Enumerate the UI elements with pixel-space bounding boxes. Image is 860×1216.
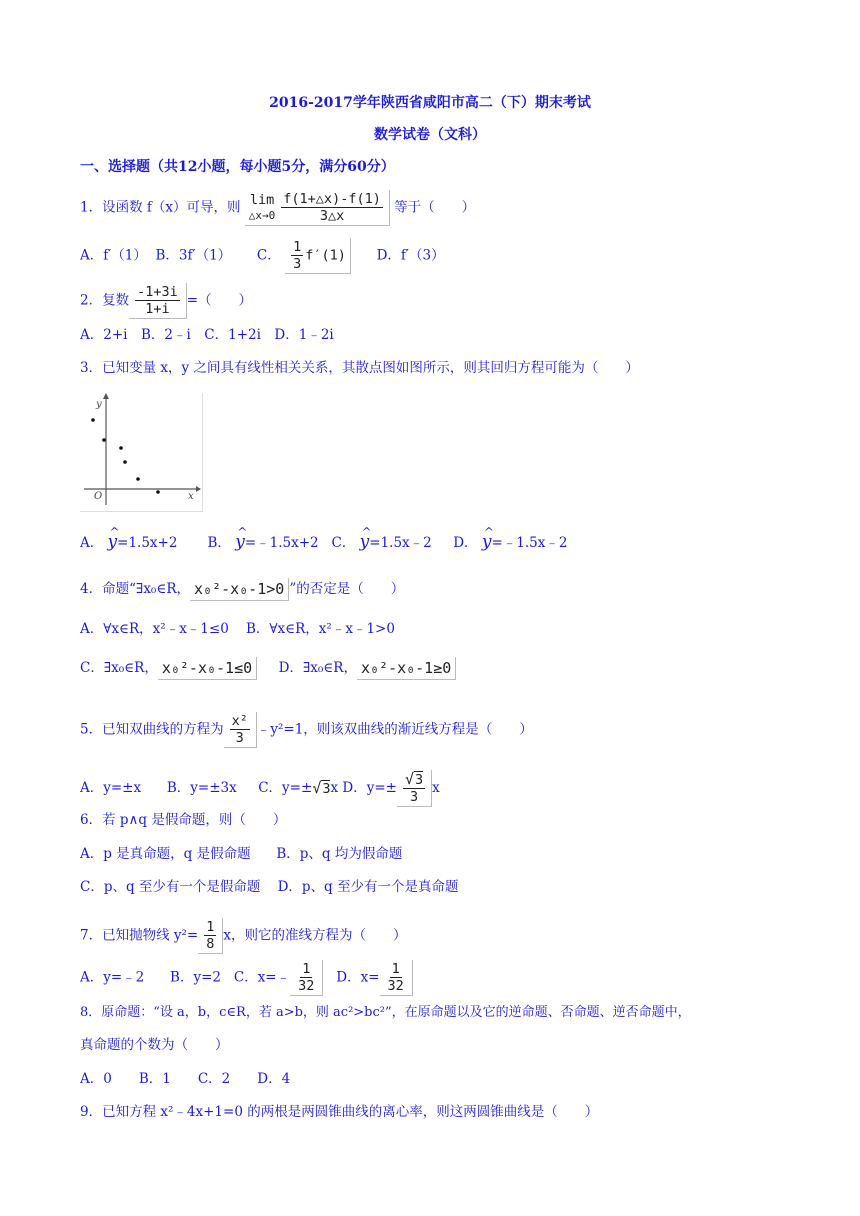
q7-denominator: 8 (206, 936, 215, 952)
q7-option-c-fraction (290, 960, 323, 996)
x-axis-arrow (196, 486, 201, 492)
q1-options (80, 238, 445, 274)
q6-options-cd (80, 877, 458, 897)
x-axis-label: x (188, 491, 194, 502)
q6-option-a: A．p 是真命题，q 是假命题 (80, 846, 251, 862)
scatter-point (102, 438, 106, 442)
q3-option-c: =1.5x﹣2 (369, 535, 432, 551)
q7-stem-pre: 7．已知抛物线 y²= (80, 927, 199, 944)
q2-stem-post: =（ ） (186, 292, 253, 309)
q7-option-d-den: 32 (387, 978, 404, 994)
q4-stem-post: ”的否定是（ ） (289, 581, 405, 597)
q5-option-d-den: 3 (410, 789, 419, 805)
q7-option-d-fraction (380, 960, 413, 996)
q2-options: A．2+i B．2﹣i C．1+2i D．1﹣2i (80, 327, 334, 343)
y-axis-arrow (103, 393, 109, 399)
q4-stem-pre: 4．命题“∃x₀∈R， (80, 581, 190, 597)
page-subtitle: 数学试卷（文科） (374, 127, 486, 143)
q2-fraction (129, 283, 187, 319)
q1-option-c-label: C． (256, 247, 281, 264)
scatter-plot (80, 393, 203, 512)
q6-options-ab (80, 844, 402, 864)
q1-denominator: 3△x (319, 208, 345, 224)
q5-denominator: 3 (235, 730, 244, 746)
scatter-point (136, 477, 140, 481)
q1-option-c-post: f′(1) (305, 247, 346, 264)
q4-option-d-pre: D．∃x₀∈R， (278, 660, 357, 676)
q2-stem-pre: 2．复数 (80, 292, 130, 309)
q6-option-d: D．p、q 至少有一个是真命题 (277, 879, 459, 895)
q4-option-c-expr: x₀²-x₀-1≤0 (158, 657, 257, 680)
q1-stem-post: 等于（ ） (394, 199, 476, 216)
y-axis-label: y (96, 399, 102, 410)
q4-options-ab (80, 619, 395, 639)
q7-option-d-num: 1 (391, 961, 400, 977)
q5-option-c-post: x (330, 780, 339, 796)
q1-option-c-num: 1 (293, 239, 302, 255)
q5-option-a: A．y=±x (80, 780, 142, 796)
q8-options: A．0 B．1 C．2 D．4 (80, 1071, 291, 1087)
q3-option-b: =﹣1.5x+2 (244, 535, 319, 551)
scatter-point (119, 446, 123, 450)
q5-option-d-post: x (432, 780, 440, 796)
q4-option-d-expr: x₀²-x₀-1≥0 (357, 657, 456, 680)
q4-options-cd (80, 657, 456, 680)
q3-option-a: =1.5x+2 (117, 535, 178, 551)
question-7 (80, 918, 407, 954)
q5-option-c-sqrt (312, 778, 330, 799)
q2-numerator: -1+3i (137, 284, 178, 300)
q3-option-a-label: A． (80, 535, 104, 551)
q7-option-b: B．y=2 (170, 969, 221, 986)
q5-option-b: B．y=±3x (166, 780, 237, 796)
q3-option-c-label: C． (331, 535, 356, 551)
q1-lim-sub: △x→0 (248, 208, 276, 222)
scatter-point (91, 418, 95, 422)
q5-option-c-pre: C．y=± (258, 780, 313, 796)
q1-option-c-den: 3 (293, 256, 302, 272)
q3-options (80, 532, 567, 553)
q7-option-c-den: 32 (298, 978, 315, 994)
q5-fraction (224, 712, 257, 748)
q5-option-d-fraction (397, 770, 432, 807)
question-8-line-1: 8．原命题：“设 a，b，c∈R，若 a>b，则 ac²>bc²”，在原命题以及它的逆命题、否命题、逆否命题中， (80, 1005, 691, 1020)
q1-limit-expression (245, 190, 390, 226)
question-3: 3．已知变量 x，y 之间具有线性相关关系，其散点图如图所示，则其回归方程可能为（ ） (80, 360, 639, 376)
scatter-plot-svg (80, 393, 202, 511)
q7-numerator: 1 (206, 919, 215, 935)
q7-fraction (198, 918, 223, 954)
sqrt-sign-icon: √ (312, 779, 322, 797)
q1-option-d: D．f′（3） (376, 247, 445, 264)
scatter-point (156, 490, 160, 494)
q4-option-a: A．∀x∈R，x²﹣x﹣1≤0 (80, 621, 229, 637)
q5-stem-pre: 5．已知双曲线的方程为 (80, 721, 224, 738)
scatter-point (123, 460, 127, 464)
question-9: 9．已知方程 x²﹣4x+1=0 的两根是两圆锥曲线的离心率，则这两圆锥曲线是（ ） (80, 1104, 599, 1120)
q5-option-c-radicand: 3 (322, 781, 331, 797)
q5-numerator: x² (231, 713, 248, 729)
q4-option-b: B．∀x∈R，x²﹣x﹣1>0 (245, 621, 395, 637)
q7-option-a: A．y=﹣2 (80, 969, 145, 986)
q2-denominator: 1+i (145, 301, 170, 317)
q1-lim: lim (249, 191, 275, 208)
q3-option-d-label: D． (453, 535, 478, 551)
q3-option-a-yhat: ^ y (108, 532, 118, 552)
q1-stem-pre: 1．设函数 f（x）可导，则 (80, 199, 241, 216)
question-6: 6．若 p∧q 是假命题，则（ ） (80, 812, 287, 828)
q1-option-b: B．3f′（1） (155, 247, 232, 264)
sqrt-sign-icon: √ (404, 770, 415, 788)
q1-option-c-expr (285, 238, 351, 274)
q5-options (80, 770, 440, 807)
q3-option-b-label: B． (207, 535, 231, 551)
q6-option-b: B．p、q 均为假命题 (276, 846, 403, 862)
page-title: 2016-2017学年陕西省咸阳市高二（下）期末考试 (269, 95, 591, 111)
q4-expression: x₀²-x₀-1>0 (190, 578, 289, 601)
q3-option-c-yhat: ^ y (360, 532, 370, 552)
q7-option-c-pre: C．x=﹣ (233, 969, 291, 986)
q7-option-d-pre: D．x= (336, 969, 380, 986)
origin-label: O (94, 491, 103, 502)
q1-option-a: A．f′（1） (80, 247, 147, 264)
question-5 (80, 712, 533, 748)
q3-option-d: =﹣1.5x﹣2 (491, 535, 568, 551)
question-2 (80, 283, 252, 319)
q7-options (80, 960, 413, 996)
q6-option-c: C．p、q 至少有一个是假命题 (80, 879, 261, 895)
q7-stem-post: x，则它的准线方程为（ ） (223, 927, 407, 944)
section-heading: 一、选择题（共12小题，每小题5分，满分60分） (80, 159, 395, 175)
question-4 (80, 578, 404, 601)
q5-stem-post: ﹣y²=1，则该双曲线的渐近线方程是（ ） (256, 721, 533, 738)
q3-option-d-yhat: ^ y (482, 532, 492, 552)
question-1 (80, 190, 475, 226)
q1-numerator: f(1+△x)-f(1) (283, 191, 381, 207)
q3-option-b-yhat: ^ y (235, 532, 245, 552)
q5-option-d-num: 3 (415, 772, 424, 788)
q7-option-c-num: 1 (302, 961, 311, 977)
q5-option-d-pre: D．y=± (342, 780, 397, 796)
q4-option-c-pre: C．∃x₀∈R， (80, 660, 158, 676)
question-8-line-2: 真命题的个数为（ ） (80, 1037, 229, 1053)
